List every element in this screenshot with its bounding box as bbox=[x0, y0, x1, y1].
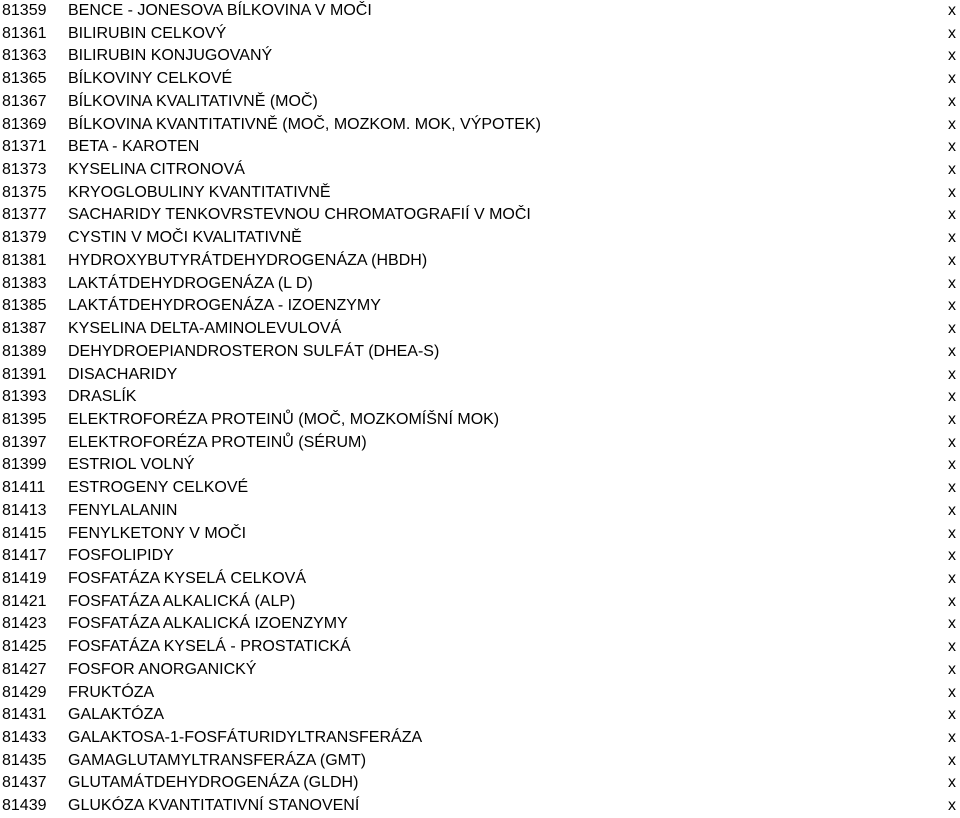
list-item bbox=[0, 364, 960, 387]
item-name: BILIRUBIN CELKOVÝ bbox=[68, 24, 227, 42]
item-name: HYDROXYBUTYRÁTDEHYDROGENÁZA (HBDH) bbox=[68, 251, 428, 269]
item-name: GALAKTÓZA bbox=[68, 706, 165, 724]
item-name: DISACHARIDY bbox=[68, 365, 178, 383]
item-code: 81379 bbox=[2, 229, 47, 247]
item-code: 81395 bbox=[2, 410, 47, 428]
item-mark: x bbox=[948, 729, 956, 746]
item-name: KYSELINA DELTA-AMINOLEVULOVÁ bbox=[68, 320, 342, 338]
item-code: 81359 bbox=[2, 2, 47, 19]
item-name: ESTROGENY CELKOVÉ bbox=[68, 479, 249, 497]
item-mark: x bbox=[948, 24, 956, 42]
item-code: 81389 bbox=[2, 342, 47, 360]
item-name: DRASLÍK bbox=[68, 388, 137, 406]
item-name: BILIRUBIN KONJUGOVANÝ bbox=[68, 47, 273, 65]
item-mark: x bbox=[948, 365, 956, 383]
item-code: 81423 bbox=[2, 615, 47, 633]
item-mark: x bbox=[948, 47, 956, 65]
item-code: 81419 bbox=[2, 569, 47, 587]
item-mark: x bbox=[948, 456, 956, 474]
item-code: 81363 bbox=[2, 47, 47, 65]
list-item bbox=[0, 500, 960, 523]
list-item bbox=[0, 273, 960, 296]
item-mark: x bbox=[948, 70, 956, 88]
item-name: BENCE - JONESOVA BÍLKOVINA V MOČI bbox=[68, 2, 372, 19]
item-mark: x bbox=[948, 161, 956, 179]
item-mark: x bbox=[948, 479, 956, 497]
list-item bbox=[0, 45, 960, 68]
item-code: 81371 bbox=[2, 138, 47, 156]
item-name: CYSTIN V MOČI KVALITATIVNĚ bbox=[68, 229, 302, 247]
list-item bbox=[0, 91, 960, 114]
list-item bbox=[0, 591, 960, 614]
list-item bbox=[0, 795, 960, 818]
list-item bbox=[0, 772, 960, 795]
item-mark: x bbox=[948, 138, 956, 156]
list-item bbox=[0, 250, 960, 273]
item-mark: x bbox=[948, 183, 956, 201]
item-mark: x bbox=[948, 274, 956, 292]
item-mark: x bbox=[948, 501, 956, 519]
item-code: 81415 bbox=[2, 524, 47, 542]
item-name: GLUKÓZA KVANTITATIVNÍ STANOVENÍ bbox=[68, 797, 360, 815]
list-item bbox=[0, 545, 960, 568]
item-mark: x bbox=[948, 569, 956, 587]
item-mark: x bbox=[948, 660, 956, 678]
item-code: 81365 bbox=[2, 70, 47, 88]
item-name: ELEKTROFORÉZA PROTEINŮ (MOČ, MOZKOMÍŠNÍ MOK) bbox=[68, 410, 500, 428]
item-name: BÍLKOVINA KVALITATIVNĚ (MOČ) bbox=[68, 92, 318, 110]
item-mark: x bbox=[948, 297, 956, 315]
list-item bbox=[0, 341, 960, 364]
list-item bbox=[0, 454, 960, 477]
item-code: 81431 bbox=[2, 706, 47, 724]
item-name: KRYOGLOBULINY KVANTITATIVNĚ bbox=[68, 183, 331, 201]
item-mark: x bbox=[948, 115, 956, 133]
item-mark: x bbox=[948, 683, 956, 701]
item-code: 81411 bbox=[2, 479, 46, 497]
item-name: LAKTÁTDEHYDROGENÁZA (L D) bbox=[68, 274, 313, 292]
item-code: 81427 bbox=[2, 660, 47, 678]
list-item bbox=[0, 523, 960, 546]
item-code: 81377 bbox=[2, 206, 47, 224]
item-name: FRUKTÓZA bbox=[68, 683, 155, 701]
list-item bbox=[0, 568, 960, 591]
item-mark: x bbox=[948, 706, 956, 724]
list-item bbox=[0, 682, 960, 705]
item-mark: x bbox=[948, 615, 956, 633]
item-name: FOSFOLIPIDY bbox=[68, 547, 174, 565]
item-code: 81425 bbox=[2, 638, 47, 656]
item-mark: x bbox=[948, 638, 956, 656]
item-code: 81383 bbox=[2, 274, 47, 292]
item-code: 81375 bbox=[2, 183, 47, 201]
item-code: 81385 bbox=[2, 297, 47, 315]
list-item bbox=[0, 750, 960, 773]
item-code: 81367 bbox=[2, 92, 47, 110]
item-code: 81387 bbox=[2, 320, 47, 338]
item-mark: x bbox=[948, 229, 956, 247]
list-item bbox=[0, 295, 960, 318]
item-code: 81361 bbox=[2, 24, 47, 42]
list-item bbox=[0, 659, 960, 682]
item-name: BETA - KAROTEN bbox=[68, 138, 200, 156]
item-name: FENYLALANIN bbox=[68, 501, 178, 519]
item-mark: x bbox=[948, 92, 956, 110]
list-item bbox=[0, 0, 960, 23]
item-mark: x bbox=[948, 206, 956, 224]
list-item bbox=[0, 68, 960, 91]
item-code: 81421 bbox=[2, 592, 47, 610]
list-item bbox=[0, 613, 960, 636]
item-code: 81435 bbox=[2, 751, 47, 769]
item-code: 81437 bbox=[2, 774, 47, 792]
item-code: 81399 bbox=[2, 456, 47, 474]
item-name: GLUTAMÁTDEHYDROGENÁZA (GLDH) bbox=[68, 774, 359, 792]
item-name: FENYLKETONY V MOČI bbox=[68, 524, 247, 542]
item-name: FOSFATÁZA KYSELÁ - PROSTATICKÁ bbox=[68, 638, 351, 656]
list-item bbox=[0, 136, 960, 159]
item-name: FOSFATÁZA ALKALICKÁ IZOENZYMY bbox=[68, 615, 348, 633]
list-item bbox=[0, 182, 960, 205]
item-code: 81417 bbox=[2, 547, 47, 565]
list-item bbox=[0, 432, 960, 455]
item-code: 81413 bbox=[2, 501, 47, 519]
list-item bbox=[0, 386, 960, 409]
list-item bbox=[0, 409, 960, 432]
item-name: DEHYDROEPIANDROSTERON SULFÁT (DHEA-S) bbox=[68, 342, 440, 360]
item-name: FOSFOR ANORGANICKÝ bbox=[68, 660, 257, 678]
list-item bbox=[0, 318, 960, 341]
list-item bbox=[0, 477, 960, 500]
item-mark: x bbox=[948, 524, 956, 542]
item-mark: x bbox=[948, 410, 956, 428]
item-code: 81429 bbox=[2, 683, 47, 701]
list-item bbox=[0, 114, 960, 137]
item-mark: x bbox=[948, 592, 956, 610]
item-mark: x bbox=[948, 342, 956, 360]
item-mark: x bbox=[948, 388, 956, 406]
item-code: 81381 bbox=[2, 251, 47, 269]
item-code: 81373 bbox=[2, 161, 47, 179]
list-item bbox=[0, 704, 960, 727]
list-item bbox=[0, 227, 960, 250]
item-code: 81433 bbox=[2, 729, 47, 746]
item-code: 81391 bbox=[2, 365, 47, 383]
item-name: FOSFATÁZA ALKALICKÁ (ALP) bbox=[68, 592, 296, 610]
item-name: LAKTÁTDEHYDROGENÁZA - IZOENZYMY bbox=[68, 297, 381, 315]
item-name: ELEKTROFORÉZA PROTEINŮ (SÉRUM) bbox=[68, 433, 367, 451]
item-code: 81397 bbox=[2, 433, 47, 451]
item-mark: x bbox=[948, 2, 956, 19]
item-code: 81439 bbox=[2, 797, 47, 815]
item-mark: x bbox=[948, 797, 956, 815]
item-name: GALAKTOSA-1-FOSFÁTURIDYLTRANSFERÁZA bbox=[68, 729, 423, 746]
item-mark: x bbox=[948, 751, 956, 769]
list-item bbox=[0, 636, 960, 659]
item-name: BÍLKOVINY CELKOVÉ bbox=[68, 70, 233, 88]
list-item bbox=[0, 727, 960, 750]
item-name: FOSFATÁZA KYSELÁ CELKOVÁ bbox=[68, 569, 307, 587]
item-code: 81369 bbox=[2, 115, 47, 133]
item-name: BÍLKOVINA KVANTITATIVNĚ (MOČ, MOZKOM. MOK, VÝPOTEK) bbox=[68, 115, 541, 133]
item-code: 81393 bbox=[2, 388, 47, 406]
item-mark: x bbox=[948, 433, 956, 451]
item-mark: x bbox=[948, 251, 956, 269]
item-name: GAMAGLUTAMYLTRANSFERÁZA (GMT) bbox=[68, 751, 367, 769]
item-mark: x bbox=[948, 320, 956, 338]
list-item bbox=[0, 23, 960, 46]
list-item bbox=[0, 159, 960, 182]
item-mark: x bbox=[948, 774, 956, 792]
list-item bbox=[0, 204, 960, 227]
item-name: ESTRIOL VOLNÝ bbox=[68, 456, 195, 474]
item-name: KYSELINA CITRONOVÁ bbox=[68, 161, 245, 179]
item-name: SACHARIDY TENKOVRSTEVNOU CHROMATOGRAFIÍ V MOČI bbox=[68, 206, 531, 224]
item-mark: x bbox=[948, 547, 956, 565]
